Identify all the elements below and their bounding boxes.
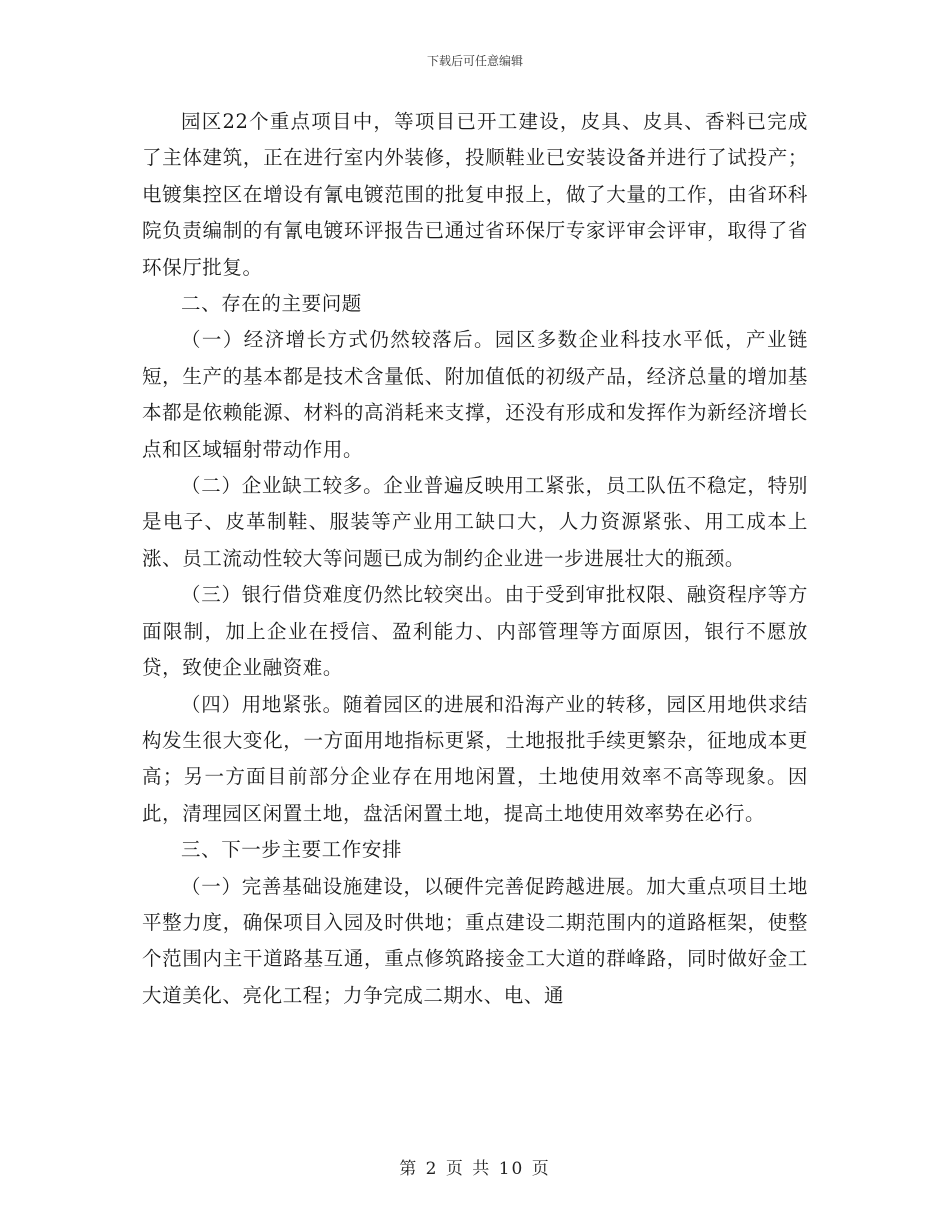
section-heading-next-steps: 三、下一步主要工作安排: [181, 838, 403, 862]
section-heading-problems: 二、存在的主要问题: [181, 292, 362, 316]
page-header: 下载后可任意编辑: [426, 54, 523, 68]
paragraph-problem-3: （三）银行借贷难度仍然比较突出。由于受到审批权限、融资程序等方面限制，加上企业在授信、盈利能力、内部管理等方面原因，银行不愿放贷，致使企业融资难。: [142, 583, 808, 680]
paragraph-problem-2: （二）企业缺工较多。企业普遍反映用工紧张，员工队伍不稳定，特别是电子、皮革制鞋、服装等产业用工缺口大，人力资源紧张、用工成本上涨、员工流动性较大等问题已成为制约企业进一步进展壮大的瓶颈。: [142, 474, 808, 570]
paragraph-intro: 园区22个重点项目中，等项目已开工建设，皮具、皮具、香料已完成了主体建筑，正在进行室内外装修，投顺鞋业已安装设备并进行了试投产；电镀集控区在增设有氰电镀范围的批复申报上，做了大量的工作，由省环科院负责编制的有氰电镀环评报告已通过省环保厅专家评审会评审，取得了省环保厅批复。: [142, 110, 808, 279]
page-footer: 第 2 页 共 10 页: [399, 1159, 551, 1179]
paragraph-problem-1: （一）经济增长方式仍然较落后。园区多数企业科技水平低，产业链短，生产的基本都是技术含量低、附加值低的初级产品，经济总量的增加基本都是依赖能源、材料的高消耗来支撑，还没有形成和发挥作为新经济增长点和区域辐射带动作用。: [142, 328, 808, 461]
paragraph-problem-4: （四）用地紧张。随着园区的进展和沿海产业的转移，园区用地供求结构发生很大变化，一方面用地指标更紧，土地报批手续更繁杂，征地成本更高；另一方面目前部分企业存在用地闲置，土地使用效率不高等现象。因此，清理园区闲置土地，盘活闲置土地，提高土地使用效率势在必行。: [142, 692, 808, 825]
paragraph-plan-1: （一）完善基础设施建设，以硬件完善促跨越进展。加大重点项目土地平整力度，确保项目入园及时供地；重点建设二期范围内的道路框架，使整个范围内主干道路基互通，重点修筑路接金工大道的群峰路，同时做好金工大道美化、亮化工程；力争完成二期水、电、通: [142, 874, 808, 1007]
document-body: [142, 104, 808, 1014]
